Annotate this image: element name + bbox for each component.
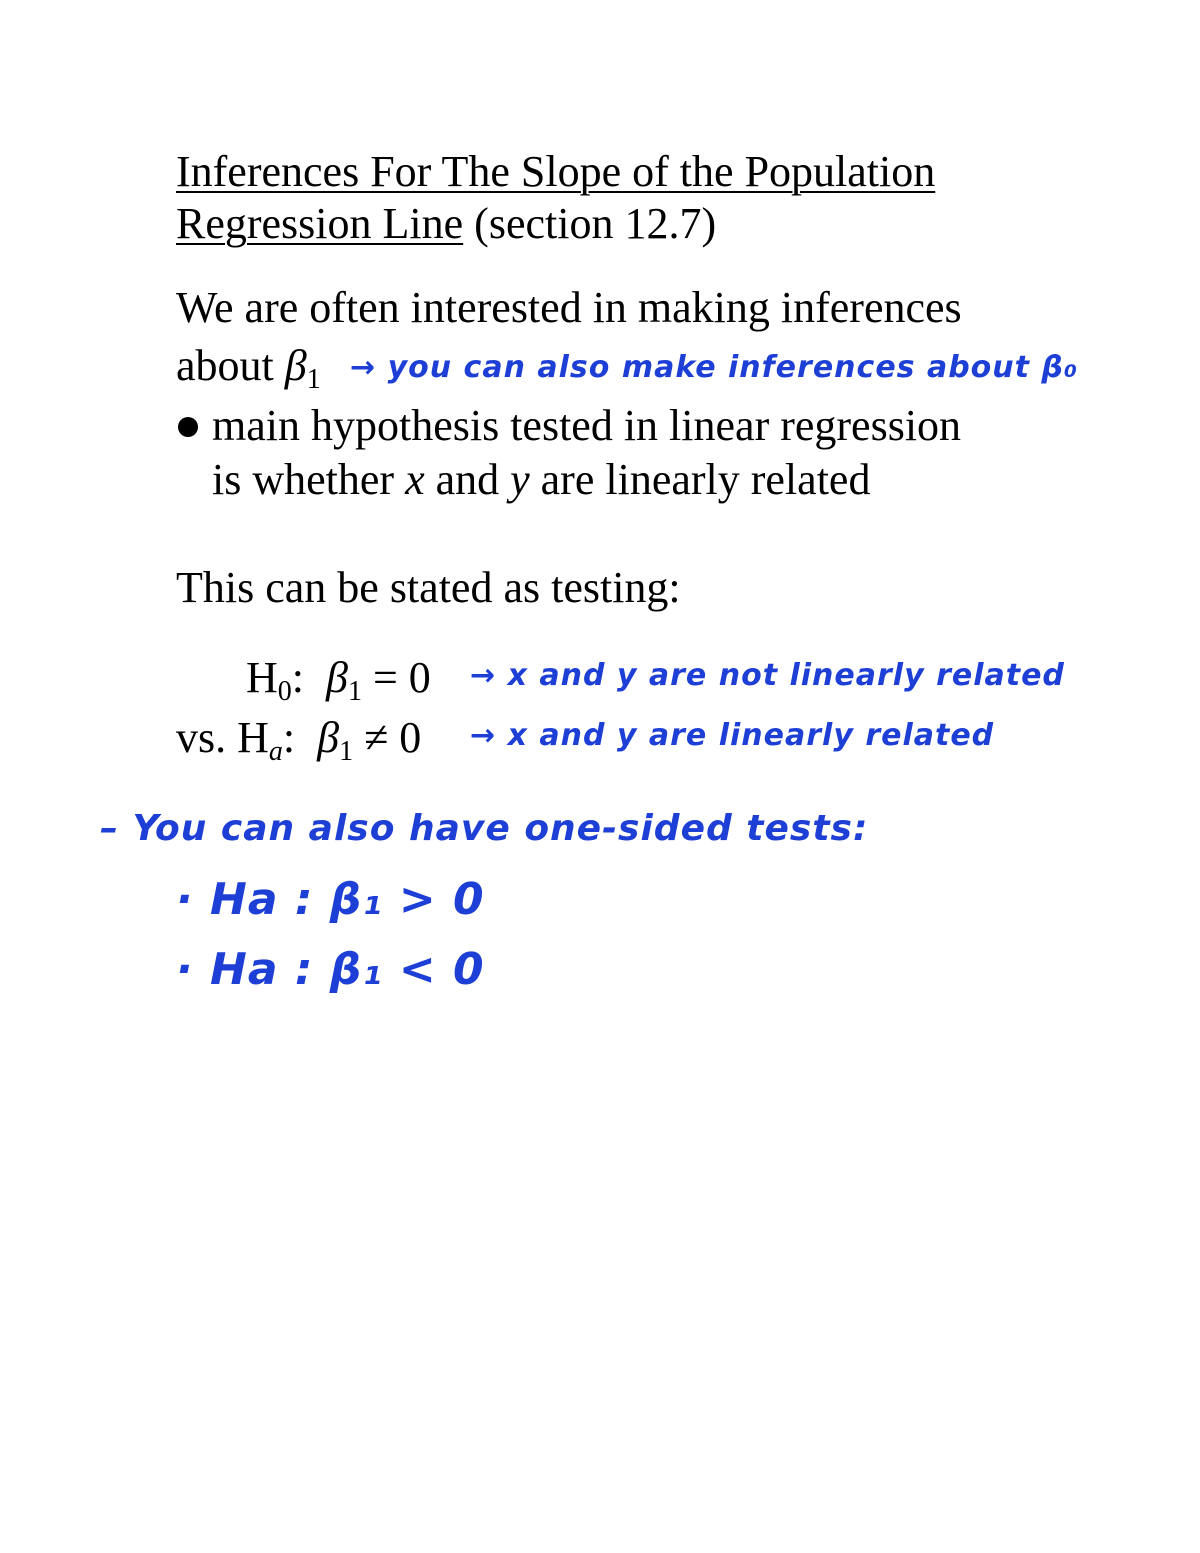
null-beta-subscript: 1 xyxy=(347,676,362,707)
bullet-line-1: main hypothesis tested in linear regression xyxy=(212,401,962,450)
bullet-text-b: and xyxy=(424,455,511,504)
null-colon: : xyxy=(291,653,305,702)
alt-vs: vs. xyxy=(176,713,238,762)
title-line-1 xyxy=(176,146,935,198)
null-H-subscript: 0 xyxy=(277,676,292,707)
alt-hypothesis xyxy=(176,712,421,778)
alt-relation: ≠ 0 xyxy=(353,713,422,762)
null-hypothesis xyxy=(246,652,431,718)
intro-line-1: We are often interested in making inferences xyxy=(176,283,962,332)
bullet-text-c: are linearly related xyxy=(529,455,871,504)
handwritten-note-null: → x and y are not linearly related xyxy=(470,658,1065,693)
alt-beta: β xyxy=(317,713,340,762)
intro-line-2 xyxy=(176,340,321,406)
handwritten-one-sided-greater: · Ha : β₁ > 0 xyxy=(176,874,485,925)
null-relation: = 0 xyxy=(361,653,431,702)
testing-intro: This can be stated as testing: xyxy=(176,563,681,612)
beta-subscript: 1 xyxy=(306,364,321,395)
handwritten-note-alt: → x and y are linearly related xyxy=(470,718,995,753)
title-text: Inferences For The Slope of the Population xyxy=(176,147,936,196)
alt-colon: : xyxy=(282,713,296,762)
bullet-line-2 xyxy=(212,454,870,506)
handwritten-one-sided-less: · Ha : β₁ < 0 xyxy=(176,944,485,995)
title-line-2 xyxy=(176,198,716,250)
alt-H: H xyxy=(237,713,269,762)
alt-beta-subscript: 1 xyxy=(339,736,354,767)
null-H: H xyxy=(246,653,278,702)
handwritten-note-one-sided: – You can also have one-sided tests: xyxy=(100,808,869,849)
bullet-dot xyxy=(178,417,198,437)
section-reference: (section 12.7) xyxy=(463,199,717,248)
title-underlined-text: Regression Line xyxy=(176,199,464,248)
var-x: x xyxy=(405,455,425,504)
handwritten-note-beta0: → you can also make inferences about β₀ xyxy=(350,350,1079,385)
intro-about: about xyxy=(176,341,285,390)
null-beta: β xyxy=(326,653,348,702)
beta-symbol: β xyxy=(284,341,307,390)
alt-H-subscript: a xyxy=(268,736,283,767)
var-y: y xyxy=(510,455,530,504)
bullet-text-a: is whether xyxy=(212,455,406,504)
